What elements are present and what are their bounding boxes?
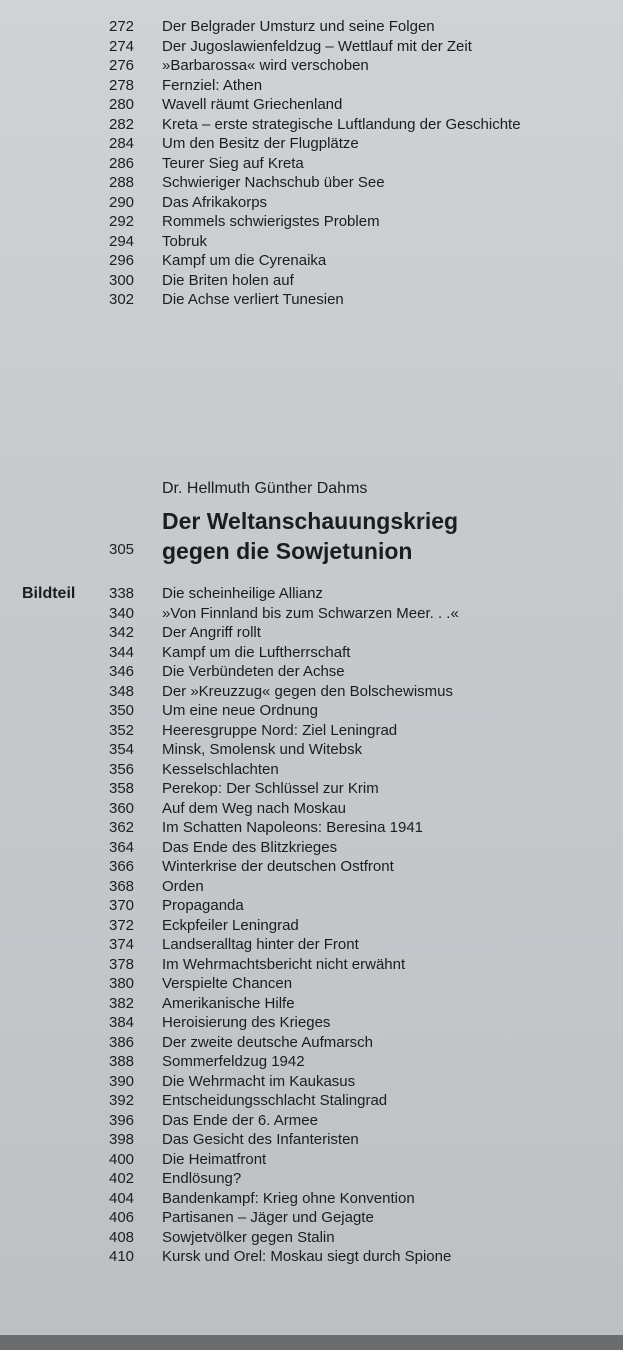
toc-entry bbox=[0, 1247, 623, 1267]
toc-entry-title: Die Heimatfront bbox=[162, 1150, 267, 1168]
toc-page-number: 292 bbox=[109, 213, 135, 230]
toc-entry bbox=[0, 721, 623, 741]
toc-entry bbox=[0, 212, 623, 232]
toc-entry-title: Um eine neue Ordnung bbox=[162, 702, 318, 719]
toc-entry bbox=[0, 760, 623, 780]
toc-page-number: 386 bbox=[109, 1033, 135, 1051]
toc-page-number: 346 bbox=[109, 663, 135, 680]
toc-page-number: 350 bbox=[109, 702, 135, 719]
toc-entry bbox=[0, 935, 623, 955]
toc-entry bbox=[0, 95, 623, 115]
toc-entry bbox=[0, 662, 623, 682]
toc-entry bbox=[0, 1130, 623, 1150]
toc-entry bbox=[0, 1111, 623, 1131]
toc-entry bbox=[0, 1169, 623, 1189]
toc-entry bbox=[0, 682, 623, 702]
chapter-author: Dr. Hellmuth Günther Dahms bbox=[162, 480, 368, 497]
toc-entry bbox=[0, 1033, 623, 1053]
toc-entry-title: Wavell räumt Griechenland bbox=[162, 96, 343, 113]
toc-entry bbox=[0, 134, 623, 154]
toc-entry-title: Das Ende der 6. Armee bbox=[162, 1111, 318, 1129]
toc-entry bbox=[0, 1013, 623, 1033]
toc-entry-title: Die Verbündeten der Achse bbox=[162, 663, 345, 680]
toc-page-number: 294 bbox=[109, 232, 135, 250]
toc-page-number: 284 bbox=[109, 135, 135, 152]
toc-entry bbox=[0, 232, 623, 252]
toc-entry bbox=[0, 1208, 623, 1228]
toc-page-number: 344 bbox=[109, 643, 135, 661]
toc-entry-title: Kesselschlachten bbox=[162, 760, 279, 778]
toc-entry-title: Amerikanische Hilfe bbox=[162, 994, 295, 1012]
toc-entry bbox=[0, 818, 623, 838]
toc-entry bbox=[0, 1189, 623, 1209]
toc-page-number: 340 bbox=[109, 604, 135, 622]
toc-entry-title: »Von Finnland bis zum Schwarzen Meer. . .« bbox=[162, 604, 459, 622]
toc-page-number: 290 bbox=[109, 193, 135, 211]
toc-page-number: 296 bbox=[109, 252, 135, 269]
toc-entry bbox=[0, 896, 623, 916]
toc-entry bbox=[0, 1150, 623, 1170]
toc-entry bbox=[0, 154, 623, 174]
toc-entry-title: Im Schatten Napoleons: Beresina 1941 bbox=[162, 819, 423, 836]
toc-entry-title: Kampf um die Cyrenaika bbox=[162, 252, 327, 269]
bildteil-label: Bildteil bbox=[22, 585, 76, 602]
toc-page-number: 374 bbox=[109, 936, 135, 953]
toc-entry-title: Propaganda bbox=[162, 897, 244, 914]
toc-section-2 bbox=[0, 584, 623, 1267]
toc-entry bbox=[0, 701, 623, 721]
toc-entry-title: Rommels schwierigstes Problem bbox=[162, 213, 380, 230]
toc-page-number: 342 bbox=[109, 624, 135, 641]
toc-page-number: 358 bbox=[109, 780, 135, 797]
toc-entry-title: Der zweite deutsche Aufmarsch bbox=[162, 1033, 373, 1051]
chapter-heading bbox=[162, 506, 458, 566]
toc-entry bbox=[0, 290, 623, 310]
toc-page-number: 302 bbox=[109, 291, 135, 308]
toc-entry bbox=[0, 193, 623, 213]
chapter-title-line-2: gegen die Sowjetunion bbox=[162, 538, 413, 564]
toc-page-number: 286 bbox=[109, 154, 135, 172]
toc-page-number: 370 bbox=[109, 897, 135, 914]
chapter-page-number: 305 bbox=[109, 541, 135, 558]
toc-page-number: 276 bbox=[109, 57, 135, 74]
toc-entry-title: Kampf um die Luftherrschaft bbox=[162, 643, 351, 661]
toc-entry bbox=[0, 838, 623, 858]
toc-entry-title: Winterkrise der deutschen Ostfront bbox=[162, 858, 394, 875]
toc-page-number: 390 bbox=[109, 1072, 135, 1090]
toc-page-number: 408 bbox=[109, 1228, 135, 1246]
toc-page-number: 406 bbox=[109, 1209, 135, 1226]
toc-entry-title: Die Achse verliert Tunesien bbox=[162, 291, 344, 308]
toc-page-number: 410 bbox=[109, 1248, 135, 1265]
toc-entry bbox=[0, 1091, 623, 1111]
toc-page-number: 354 bbox=[109, 741, 135, 758]
toc-page-number: 404 bbox=[109, 1189, 135, 1207]
toc-entry-title: Der Jugoslawienfeldzug – Wettlauf mit der Zeit bbox=[162, 37, 472, 55]
toc-entry-title: Landseralltag hinter der Front bbox=[162, 936, 359, 953]
toc-page-number: 378 bbox=[109, 955, 135, 973]
toc-entry bbox=[0, 17, 623, 37]
toc-entry-title: Sommerfeldzug 1942 bbox=[162, 1053, 305, 1070]
toc-entry bbox=[0, 877, 623, 897]
toc-entry-title: Eckpfeiler Leningrad bbox=[162, 916, 299, 934]
toc-entry-title: Kreta – erste strategische Luftlandung der Geschichte bbox=[162, 115, 521, 133]
toc-entry bbox=[0, 916, 623, 936]
toc-page-number: 360 bbox=[109, 799, 135, 817]
toc-entry-title: Verspielte Chancen bbox=[162, 975, 293, 992]
toc-page-number: 402 bbox=[109, 1170, 135, 1187]
toc-entry bbox=[0, 643, 623, 663]
toc-page-number: 364 bbox=[109, 838, 135, 856]
toc-entry-title: Entscheidungsschlacht Stalingrad bbox=[162, 1092, 388, 1109]
page-bottom-edge bbox=[0, 1335, 623, 1350]
toc-entry-title: Heeresgruppe Nord: Ziel Leningrad bbox=[162, 721, 398, 739]
toc-entry bbox=[0, 251, 623, 271]
toc-page-number: 400 bbox=[109, 1150, 135, 1168]
toc-entry bbox=[0, 955, 623, 975]
toc-entry-title: Bandenkampf: Krieg ohne Konvention bbox=[162, 1189, 415, 1207]
toc-entry bbox=[0, 604, 623, 624]
toc-entry bbox=[0, 799, 623, 819]
toc-entry-title: Perekop: Der Schlüssel zur Krim bbox=[162, 780, 379, 797]
toc-entry-title: Orden bbox=[162, 877, 204, 895]
chapter-title-line-1: Der Weltanschauungskrieg bbox=[162, 508, 459, 534]
toc-page-number: 288 bbox=[109, 174, 135, 191]
toc-entry bbox=[0, 115, 623, 135]
toc-entry bbox=[0, 857, 623, 877]
toc-entry-title: Auf dem Weg nach Moskau bbox=[162, 799, 346, 817]
toc-entry bbox=[0, 37, 623, 57]
toc-page-number: 300 bbox=[109, 271, 135, 289]
toc-entry-title: Partisanen – Jäger und Gejagte bbox=[162, 1209, 374, 1226]
toc-page-number: 278 bbox=[109, 76, 135, 94]
toc-entry-title: Das Gesicht des Infanteristen bbox=[162, 1131, 359, 1148]
toc-entry bbox=[0, 1072, 623, 1092]
toc-page-number: 282 bbox=[109, 115, 135, 133]
toc-page-number: 362 bbox=[109, 819, 135, 836]
toc-page-number: 380 bbox=[109, 975, 135, 992]
toc-page-number: 392 bbox=[109, 1092, 135, 1109]
toc-entry-title: Minsk, Smolensk und Witebsk bbox=[162, 741, 363, 758]
toc-entry-title: Die Briten holen auf bbox=[162, 271, 294, 289]
toc-entry-title: »Barbarossa« wird verschoben bbox=[162, 57, 369, 74]
toc-page-number: 382 bbox=[109, 994, 135, 1012]
toc-entry-title: Um den Besitz der Flugplätze bbox=[162, 135, 359, 152]
toc-page-number: 396 bbox=[109, 1111, 135, 1129]
toc-entry bbox=[0, 779, 623, 799]
toc-page-number: 338 bbox=[109, 585, 135, 602]
toc-page-number: 368 bbox=[109, 877, 135, 895]
toc-page-number: 388 bbox=[109, 1053, 135, 1070]
toc-entry bbox=[0, 994, 623, 1014]
toc-entry bbox=[0, 974, 623, 994]
toc-entry-title: Tobruk bbox=[162, 232, 208, 250]
toc-entry-title: Die scheinheilige Allianz bbox=[162, 585, 323, 602]
toc-entry-title: Sowjetvölker gegen Stalin bbox=[162, 1228, 335, 1246]
toc-entry bbox=[0, 173, 623, 193]
toc-entry-title: Schwieriger Nachschub über See bbox=[162, 174, 385, 191]
toc-entry-title: Der »Kreuzzug« gegen den Bolschewismus bbox=[162, 682, 453, 700]
toc-page-number: 366 bbox=[109, 858, 135, 875]
toc-section-1 bbox=[0, 17, 623, 310]
toc-page-number: 280 bbox=[109, 96, 135, 113]
toc-entry-title: Kursk und Orel: Moskau siegt durch Spione bbox=[162, 1248, 452, 1265]
toc-page-number: 348 bbox=[109, 682, 135, 700]
toc-page-number: 272 bbox=[109, 18, 135, 35]
toc-entry-title: Der Belgrader Umsturz und seine Folgen bbox=[162, 18, 435, 35]
toc-entry-title: Im Wehrmachtsbericht nicht erwähnt bbox=[162, 955, 406, 973]
toc-entry bbox=[0, 56, 623, 76]
toc-page-number: 384 bbox=[109, 1014, 135, 1031]
toc-entry bbox=[0, 1228, 623, 1248]
toc-page-number: 372 bbox=[109, 916, 135, 934]
toc-entry-title: Fernziel: Athen bbox=[162, 76, 263, 94]
toc-page-number: 274 bbox=[109, 37, 135, 55]
toc-entry-title: Die Wehrmacht im Kaukasus bbox=[162, 1072, 356, 1090]
toc-page-number: 356 bbox=[109, 760, 135, 778]
toc-entry-title: Das Afrikakorps bbox=[162, 193, 268, 211]
toc-entry bbox=[0, 76, 623, 96]
toc-entry-title: Das Ende des Blitzkrieges bbox=[162, 838, 338, 856]
toc-entry-title: Heroisierung des Krieges bbox=[162, 1014, 331, 1031]
toc-entry bbox=[0, 584, 623, 604]
toc-entry bbox=[0, 271, 623, 291]
toc-entry-title: Teurer Sieg auf Kreta bbox=[162, 154, 304, 172]
toc-page-number: 352 bbox=[109, 721, 135, 739]
toc-entry bbox=[0, 740, 623, 760]
toc-entry bbox=[0, 623, 623, 643]
toc-entry-title: Endlösung? bbox=[162, 1170, 242, 1187]
toc-entry bbox=[0, 1052, 623, 1072]
toc-entry-title: Der Angriff rollt bbox=[162, 624, 261, 641]
toc-page-number: 398 bbox=[109, 1131, 135, 1148]
